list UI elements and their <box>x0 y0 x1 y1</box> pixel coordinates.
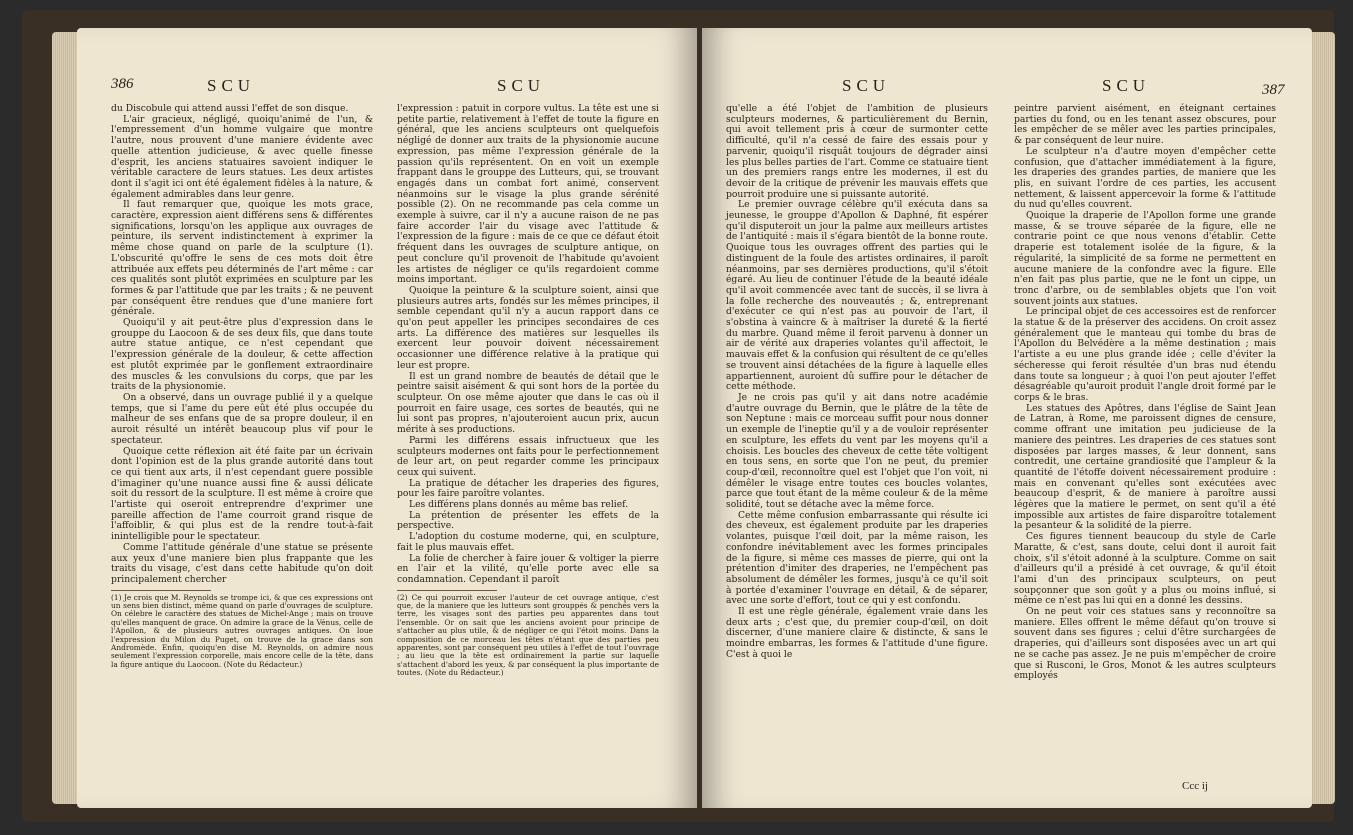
paragraph: La pratique de détacher les draperies des figures, pour les faire paroître volantes. <box>397 477 659 500</box>
text-column <box>1014 104 1276 682</box>
paragraph: Comme l'attitude générale d'une statue se présente aux yeux d'une maniere bien plus frappante que les traits du visage, c'est dans cette habitude qu'on doit principalement chercher <box>111 541 373 585</box>
right-page-edges <box>1309 32 1335 804</box>
paragraph: Quoique cette réflexion ait été faite par un écrivain dont l'opinion est de la plus grande autorité dans tout ce qui tient aux arts, il n'est cependant guere possible d'imaginer qu'une nuance aussi fine & aussi délicate soit du ressort de la sculpture. Il est même à croire que l'artiste qui oseroit entreprendre d'exprimer une pareille affection de l'ame courroit grand risque de l'affoiblir, & qui plus est de la rendre tout-à-fait inintelligible pour le spectateur. <box>111 445 373 543</box>
text-column <box>726 104 988 661</box>
paragraph: On ne peut voir ces statues sans y reconnoître sa maniere. Elles offrent le même défaut qu'on trouve si souvent dans ses figures ; celui d'être surchargées de draperies, qui d'ailleurs sont disposées avec un art qui ne se cache pas assez. Je ne puis m'empêcher de croire que si Rusconi, le Gros, Monot & les autres sculpteurs employés <box>1014 606 1276 682</box>
running-head: SCU <box>207 76 256 95</box>
paragraph: Quoique la peinture & la sculpture soient, ainsi que plusieurs autres arts, fondés sur les mêmes principes, il semble cependant qu'il n'y a aucun rapport dans ce qu'on peut appeller les principes secondaires de ces arts. La différence des matières sur lesquelles ils exercent leur pouvoir doivent nécessairement occasionner une différence relative à la pratique qui leur est propre. <box>397 284 659 371</box>
text-column <box>397 104 659 678</box>
page-number: 387 <box>1262 82 1285 98</box>
paragraph: peintre parvient aisément, en éteignant certaines parties du fond, ou en les tenant assez obscures, pour les empêcher de se mêler avec les parties principales, & par conséquent de leur nuire. <box>1014 103 1276 147</box>
right-page <box>702 28 1312 808</box>
paragraph: La folie de chercher à faire jouer & voltiger la pierre en l'air et la vilité, qu'elle porte avec elle sa condamnation. Cependant il paroît <box>397 552 659 585</box>
book-spread <box>22 10 1334 822</box>
paragraph: Il faut remarquer que, quoique les mots grace, caractère, expression aient différens sens & différentes significations, lorsqu'on les applique aux ouvrages de peinture, ils servent indistinctement à exprimer la même chose quand on parle de la sculpture (1). L'obscurité qu'offre le sens de ces mots doit être attribuée aux effets peu déterminés de l'art même : car ces qualités sont plutôt exprimées en sculpture par les formes & par l'attitude que par les traits ; & ne peuvent par conséquent être rendues que d'une maniere fort générale. <box>111 199 373 318</box>
paragraph: Il est une règle générale, également vraie dans les deux arts ; c'est que, du premier coup-d'œil, on doit discerner, d'une maniere claire & distincte, & sans le moindre embarras, les formes & l'attitude d'une figure. C'est à quoi le <box>726 606 988 660</box>
paragraph: Parmi les différens essais infructueux que les sculpteurs modernes ont faits pour le perfectionnement de leur art, on peut regarder comme les principaux ceux qui suivent. <box>397 434 659 478</box>
running-head: SCU <box>842 76 891 95</box>
catchword: Ccc ij <box>1182 780 1208 792</box>
right-page-header <box>702 76 1312 98</box>
paragraph: Cette même confusion embarrassante qui résulte ici des cheveux, est également produite par les draperies volantes, puisque l'œil doit, par la même raison, les confondre inévitablement avec les formes principales de la figure, si même ces masses de pierre, qui ont la prétention d'imiter des draperies, ne l'empêchent pas absolument de démêler les formes, jusqu'à ce qu'il soit à portée d'examiner l'ouvrage en détail, & de séparer, avec une sorte d'effort, tout ce qui y est confondu. <box>726 509 988 607</box>
paragraph: La prétention de présenter les effets de la perspective. <box>397 509 659 532</box>
paragraph: Quoique la draperie de l'Apollon forme une grande masse, & se trouve séparée de la figure, elle ne contrarie point ce que nous venons d'établir. Cette draperie est totalement isolée de la figure, & la régularité, la simplicité de sa forme ne permettent en aucune maniere de la confondre avec la figure. Elle n'en fait pas plus partie, que ne le font un cippe, un tronc d'arbre, ou de semblables objets que l'on voit souvent joints aux statues. <box>1014 210 1276 307</box>
paragraph: Quoiqu'il y ait peut-être plus d'expression dans le grouppe du Laocoon & de ses deux fils, que dans toute autre statue antique, ce n'est cependant que l'expression générale de la douleur, & cette affection est plutôt exprimée par le gonflement extraordinaire des muscles & les convulsions du corps, que par les traits de la physionomie. <box>111 317 373 393</box>
paragraph: Le premier ouvrage célèbre qu'il exécuta dans sa jeunesse, le grouppe d'Apollon & Daphné, fit espérer qu'il disputeroit un jour la palme aux meilleurs artistes de l'antiquité : mais il s'égara bientôt de la bonne route. Quoique tous les ouvrages offrent des parties qui le distinguent de la foule des artistes ordinaires, il paroît néanmoins, par ses dernières productions, qu'il s'étoit égaré. Au lieu de continuer l'étude de la beauté idéale qu'il avoit commencée avec tant de succès, il se livra à la folle recherche des nouveautés ; &, entreprenant d'exécuter ce qui n'est pas au pouvoir de l'art, il s'obstina à vaincre & à maîtriser la dureté & la fierté du marbre. Quand même il feroit parvenu à donner un air de vérité aux draperies volantes qu'il affectoit, le mauvais effet & la confusion qui résultent de ce qu'elles se trouvent ainsi détachées de la figure à laquelle elles appartiennent, auroient dû suffire pour le détacher de cette méthode. <box>726 199 988 393</box>
paragraph: qu'elle a été l'objet de l'ambition de plusieurs sculpteurs modernes, & particulièrement du Bernin, qui avoit tellement pris à cœur de surmonter cette difficulté, qu'il n'a cessé de faire des essais pour y parvenir, quoiqu'il risquât toujours de dégrader ainsi les plus belles parties de l'art. Comme ce statuaire tient un des premiers rangs entre les modernes, il est du devoir de la critique de prévenir les mauvais effets que pourroit produire une si puissante autorité. <box>726 103 988 200</box>
paragraph: du Discobule qui attend aussi l'effet de son disque. <box>111 103 349 114</box>
running-head: SCU <box>1102 76 1151 95</box>
left-page <box>77 28 697 808</box>
left-page-header <box>77 76 697 98</box>
paragraph: On a observé, dans un ouvrage publié il y a quelque temps, que si l'ame du pere eût été plus occupée du malheur de ses enfans que de sa propre douleur, il en auroit résulté un intérêt beaucoup plus vif pour le spectateur. <box>111 391 373 446</box>
paragraph: Ces figures tiennent beaucoup du style de Carle Maratte, & c'est, sans doute, celui dont il auroit fait choix, s'il s'étoit adonné à la sculpture. Comme on sait d'ailleurs qu'il a présidé à cet ouvrage, & qu'il étoit l'ami d'un des principaux sculpteurs, on peut soupçonner que son goût y a plus ou moins influé, si même ce n'est pas lui qui en a donné les dessins. <box>1014 531 1276 607</box>
footnote: (2) Ce qui pourroit excuser l'auteur de cet ouvrage antique, c'est que, de la maniere que les lutteurs sont grouppés & penchés vers la terre, les visages sont des parties peu apparentes dans tout l'ensemble. Or on sait que les anciens avoient pour principe de s'attacher au plus utile, & de négliger ce qui l'étoit moins. Dans la composition de ce morceau les têtes n'étant que des parties peu apparentes, sont par conséquent peu utiles à l'effet de tout l'ouvrage ; au lieu que la tête est ordinairement la partie sur laquelle s'attachent d'abord les yeux, & par conséquent la plus importante de toutes. (Note du Rédacteur.) <box>397 592 659 678</box>
page-number: 386 <box>111 76 134 92</box>
paragraph: Je ne crois pas qu'il y ait dans notre académie d'autre ouvrage du Bernin, que le plâtre de la tête de son Neptune : mais ce morceau suffit pour nous donner un exemple de l'ineptie qu'il y a de vouloir représenter en sculpture, les effets du vent par les moyens qu'il a choisis. Les boucles des cheveux de cette tête voltigent en tous sens, en sorte que l'on ne peut, du premier coup-d'œil, reconnoître quel est l'objet que l'on voit, ni démêler le visage entre toutes ces boucles volantes, parce que tout étant de la même couleur & de la même solidité, tout se détache avec la même force. <box>726 391 988 511</box>
running-head: SCU <box>497 76 546 95</box>
footnote-rule <box>397 590 497 591</box>
paragraph: Il est un grand nombre de beautés de détail que le peintre saisit aisément & qui sont hors de la portée du sculpteur. On ose même ajouter que dans le cas où il pourroit en faire usage, ces sortes de beautés, qui ne lui sont pas propres, n'ajouteroient aucun prix, aucun mérite à ses productions. <box>397 370 659 436</box>
footnote-rule <box>111 590 211 591</box>
left-page-edges <box>52 32 80 804</box>
paragraph: l'expression : patuit in corpore vultus. La tête est une si petite partie, relativement à l'effet de toute la figure en général, que les anciens sculpteurs ont quelquefois négligé de donner aux traits de la physionomie aucune expression, pas même l'expression générale de la passion qu'ils représentent. On en voit un exemple frappant dans le grouppe des Lutteurs, qui, se trouvant engagés dans un combat fort animé, conservent néanmoins sur le visage la plus grande sérénité possible (2). On ne recommande pas cela comme un exemple à suivre, car il n'y a aucune raison de ne pas faire accorder l'air du visage avec l'attitude & l'expression de la figure : mais de ce que ce défaut étoit fréquent dans les ouvrages de sculpture antique, on peut conclure qu'il provenoit de l'habitude qu'avoient les artistes de négliger ce qu'ils regardoient comme moins important. <box>397 103 659 286</box>
paragraph: L'adoption du costume moderne, qui, en sculpture, fait le plus mauvais effet. <box>397 531 659 553</box>
paragraph: Le principal objet de ces accessoires est de renforcer la statue & de la préserver des accidens. On croit assez généralement que le manteau qui tombe du bras de l'Apollon du Belvédère a la même destination ; mais l'artiste a eu une plus grande idée ; celle d'éviter la sécheresse qui feroit résultée d'un bras nud étendu dans toute sa longueur ; à quoi l'on peut ajouter l'effet désagréable qu'auroit produit l'angle droit formé par le corps & le bras. <box>1014 306 1276 403</box>
paragraph: Le sculpteur n'a d'autre moyen d'empêcher cette confusion, que d'attacher immédiatement à la figure, les draperies des grandes parties, de maniere que les plis, en suivant l'ordre de ces parties, les accusent nettement, & laissent appercevoir la forme & l'attitude du nud qu'elles couvrent. <box>1014 145 1276 211</box>
paragraph: L'air gracieux, négligé, quoiqu'animé de l'un, & l'empressement d'un homme vulgaire que montre l'autre, nous prouvent d'une maniere évidente avec quelle attention judicieuse, & avec quelle finesse d'esprit, les anciens statuaires savoient indiquer le véritable caractere de leurs statues. Les deux artistes dont il s'agit ici ont été également fidèles à la nature, & également admirables dans leur genre. <box>111 113 373 200</box>
paragraph: Les différens plans donnés au même bas relief. <box>409 499 629 511</box>
paragraph: Les statues des Apôtres, dans l'église de Saint Jean de Latran, à Rome, me paroissent dignes de censure, comme offrant une imitation peu judicieuse de la maniere des peintres. Les draperies de ces statues sont disposées par larges masses, & leur donnent, sans contredit, une certaine grandiosité que l'ampleur & la quantité de l'étoffe doivent nécessairement produire : mais en convenant qu'elles sont exécutées avec beaucoup d'esprit, & de maniere à paroître aussi légères que la matiere le permet, on sent qu'il a été impossible aux artistes de faire disparoître totalement la pesanteur & la solidité de la pierre. <box>1014 402 1276 532</box>
footnote: (1) Je crois que M. Reynolds se trompe ici, & que ces expressions ont un sens bien distinct, même quand on parle d'ouvrages de sculpture. On célebre le caractère des statues de Michel-Ange ; mais on trouve qu'elles manquent de grace. On admire la grace de la Vénus, celle de l'Apollon, & de plusieurs autres ouvrages antiques. On loue l'expression du Milon du Puget, on trouve de la grace dans son Andromède. Enfin, quoiqu'en dise M. Reynolds, on admire nous seulement l'expression corporelle, mais encore celle de la tête, dans la figure antique du Laocoon. (Note du Rédacteur.) <box>111 592 373 669</box>
text-column <box>111 104 373 669</box>
